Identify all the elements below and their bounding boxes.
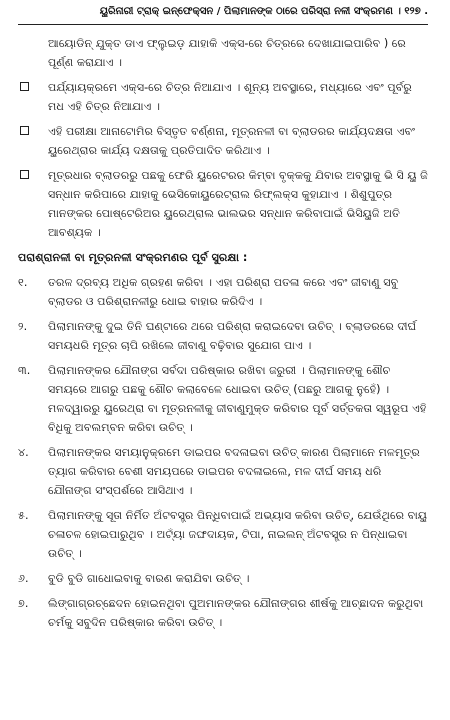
square-bullet-icon [20, 170, 29, 179]
bullet-item [18, 122, 428, 160]
item-number: ୩. [18, 364, 31, 377]
item-number: ୪. [18, 446, 29, 459]
numbered-item [18, 506, 428, 563]
page-body [18, 34, 428, 638]
item-text: ବୁଡି ବୁଡି ଗାଧୋଇବାକୁ ବାରଣ କରାଯିବା ଉଚିତ୍ । [48, 572, 250, 585]
item-number: ୨. [18, 320, 28, 333]
item-text: ଲିଙ୍ଗାଗ୍ରଚ୍ଛେଦନ ହୋଇନଥିବା ପୁଅମାନଙ୍କର ଯୌନାଙ୍ଗର ଶୀର୍ଷକୁ ଆଚ୍ଛାଦନ କରୁଥିବା ଚର୍ମକୁ ସବୁଦିନ ପରିଷ୍କାର କରିବା ଉଚିତ୍ । [48, 597, 424, 629]
section-heading: ପରାଶ୍ରାନଳୀ ବା ମୂତ୍ରନଳୀ ସଂକ୍ରମଣର ପୂର୍ବ ସୁରକ୍ଷା : [18, 251, 248, 264]
bullet-text: ଏହି ପରୀକ୍ଷା ଆନାଟୋମିର ବିସ୍ତୃତ ବର୍ଣ୍ଣନା, ମୂତ୍ରନଳୀ ବା ବ୍ଲାଡରର କାର୍ଯ୍ୟଦକ୍ଷତା ଏବଂ ୟୁରେଥ୍ରାର କାର୍ଯ୍ୟ ଦକ୍ଷତାକୁ ପ୍ରତିପାଦିତ କରିଥାଏ । [48, 125, 415, 157]
square-bullet-icon [20, 126, 29, 135]
numbered-item [18, 594, 428, 632]
numbered-item [18, 317, 428, 355]
bullet-text: ପର୍ଯ୍ୟାୟକ୍ରମେ ଏକ୍ସ-ରେ ଚିତ୍ର ନିଆଯାଏ । ଶୂନ୍ୟ ଅବସ୍ଥାରେ, ମଧ୍ୟାରେ ଏବଂ ପୂର୍ବରୁ ମଧ ଏହି ଚିତ୍ର ନିଆଯାଏ । [48, 81, 412, 113]
numbered-item [18, 273, 428, 311]
intro-paragraph: ଆୟୋଡିନ୍ ଯୁକ୍ତ ଡାଏ ଫ୍ଲୁଇଡ଼ ଯାହାକି ଏକ୍ସ-ରେ ଚିତ୍ରରେ ଦେଖାଯାଇପାରିବ ) ରେ ପୂର୍ଣ୍ଣ କରାଯାଏ । [48, 37, 406, 69]
item-number: ୭. [18, 597, 29, 610]
item-text: ପିଲାମାନଙ୍କୁ ଦୁଇ ତିନି ଘଣ୍ଟାରେ ଥରେ ପରିଶ୍ରା କରାଇଦେବା ଉଚିତ୍ । ବ୍ଲାଡରରେ ଦୀର୍ଘ ସମୟଧରି ମୂତ୍ର ଚାପି ରଖିଲେ ଜୀବାଣୁ ବଢ଼ିବାର ସୁଯୋଗ ପାଏ । [48, 320, 417, 352]
numbered-item [18, 569, 428, 588]
item-number: ୬. [18, 572, 29, 585]
numbered-item [18, 361, 428, 437]
item-text: ପିଲାମାନଙ୍କୁ ସୂତା ନିର୍ମିତ ଅଁଟବସ୍ତ୍ର ପିନ୍ଧିବାପାଇଁ ଅଭ୍ୟାସ କରିବା ଉଚିତ୍, ଯେଉଁଥିରେ ବାୟୁ ଚଳାଚଳ ହୋଇପାରୁଥିବ । ଅଟ୍ୟାଁ ଜଙ୍ଘଦାୟକ, ଟିପା, ନାଇଲନ୍ ଅଁଟବସ୍ତ୍ର ନ ପିନ୍ଧାଇବା ଉଚିତ୍ । [48, 509, 428, 560]
item-text: ତରଳ ଦ୍ରବ୍ୟ ଅଧିକ ଗ୍ରହଣ କରିବା । ଏହା ପରିଶ୍ରା ପତଳା କରେ ଏବଂ ଜୀବାଣୁ ସବୁ ବ୍ଲାଡର ଓ ପରିଶ୍ରାନଳୀରୁ ଧୋଇ ବାହାର କରିଦିଏ । [48, 276, 399, 308]
item-number: ୫. [18, 509, 29, 522]
item-number: ୧. [18, 276, 28, 289]
bullet-item [18, 166, 428, 242]
numbered-item [18, 443, 428, 500]
item-text: ପିଲାମାନଙ୍କର ଯୌନାଙ୍ଗ ସର୍ବଦା ପରିଷ୍କାର ରଖିବା ଜରୁରୀ । ପିଲାମାନଙ୍କୁ ଶୌଚ ସମୟରେ ଆଗରୁ ପଛକୁ ଶୌଚ କଲାବେଳେ ଧୋଇବା ଉଚିତ୍ (ପଛରୁ ଆଗକୁ ନୁହେଁ) । ମଳଦ୍ୱାରରୁ ୟୁରେଥ୍ରା ବା ମୂତ୍ରନଳୀକୁ ଜୀବାଣୁମୁକ୍ତ କରିବାର ପୂର୍ବ ସର୍ତ୍ତକତା ସ୍ୱରୂପ ଏହି ବିଧିକୁ ଅବଲମ୍ବନ କରିବା ଉଚିତ୍ । [48, 364, 427, 434]
header-rule [18, 24, 428, 25]
bullet-item [18, 78, 428, 116]
square-bullet-icon [20, 82, 29, 91]
running-header: ୟୁରିନାରୀ ଟ୍ରାକ୍ ଇନ୍‌ଫେକ୍‌ସନ / ପିଲାମାନଙ୍କ ଠାରେ ପରିସ୍ରା ନଳୀ ସଂକ୍ରମଣ । ୧୨୭ . [99, 6, 428, 17]
bullet-text: ମୂତ୍ରଧାର ବ୍ଲାଡରରୁ ପଛକୁ ଫେରି ୟୁରେଟରର କିମ୍ବା ବୃକ୍କକୁ ଯିବାର ଅବସ୍ଥାକୁ ଭି ସି ୟୁ ଜି ସନ୍ଧାନ କରିପାରେ ଯାହାକୁ ଭେସିକୋୟୁରେଟ୍ରାଲ ରିଫ୍ଲକ୍ସ କୁହାଯାଏ । ଶିଶୁପୁତ୍ର ମାନଙ୍କର ପୋଷ୍ଟେରିଅର ୟୁରେଥ୍ରାଲ ଭାଲଭର ସନ୍ଧାନ କରିବାପାଇଁ ଭିସିୟୁଜି ଅତି ଆବଶ୍ୟକ । [48, 169, 428, 239]
item-text: ପିଲାମାନଙ୍କର ସମୟାନୁକ୍ରମେ ଡାଇପର ବଦଳାଇବା ଉଚିତ୍ କାରଣ ପିଲାମାନେ ମଳମୂତ୍ର ତ୍ୟାଗ କରିବାର ବେଶୀ ସମୟପରେ ଡାଇପର ବଦଳାଇଲେ, ମଳ ଦୀର୍ଘ ସମୟ ଧରି ଯୌନାଙ୍ଗ ସଂସ୍ପର୍ଶରେ ଆସିଥାଏ । [48, 446, 420, 497]
